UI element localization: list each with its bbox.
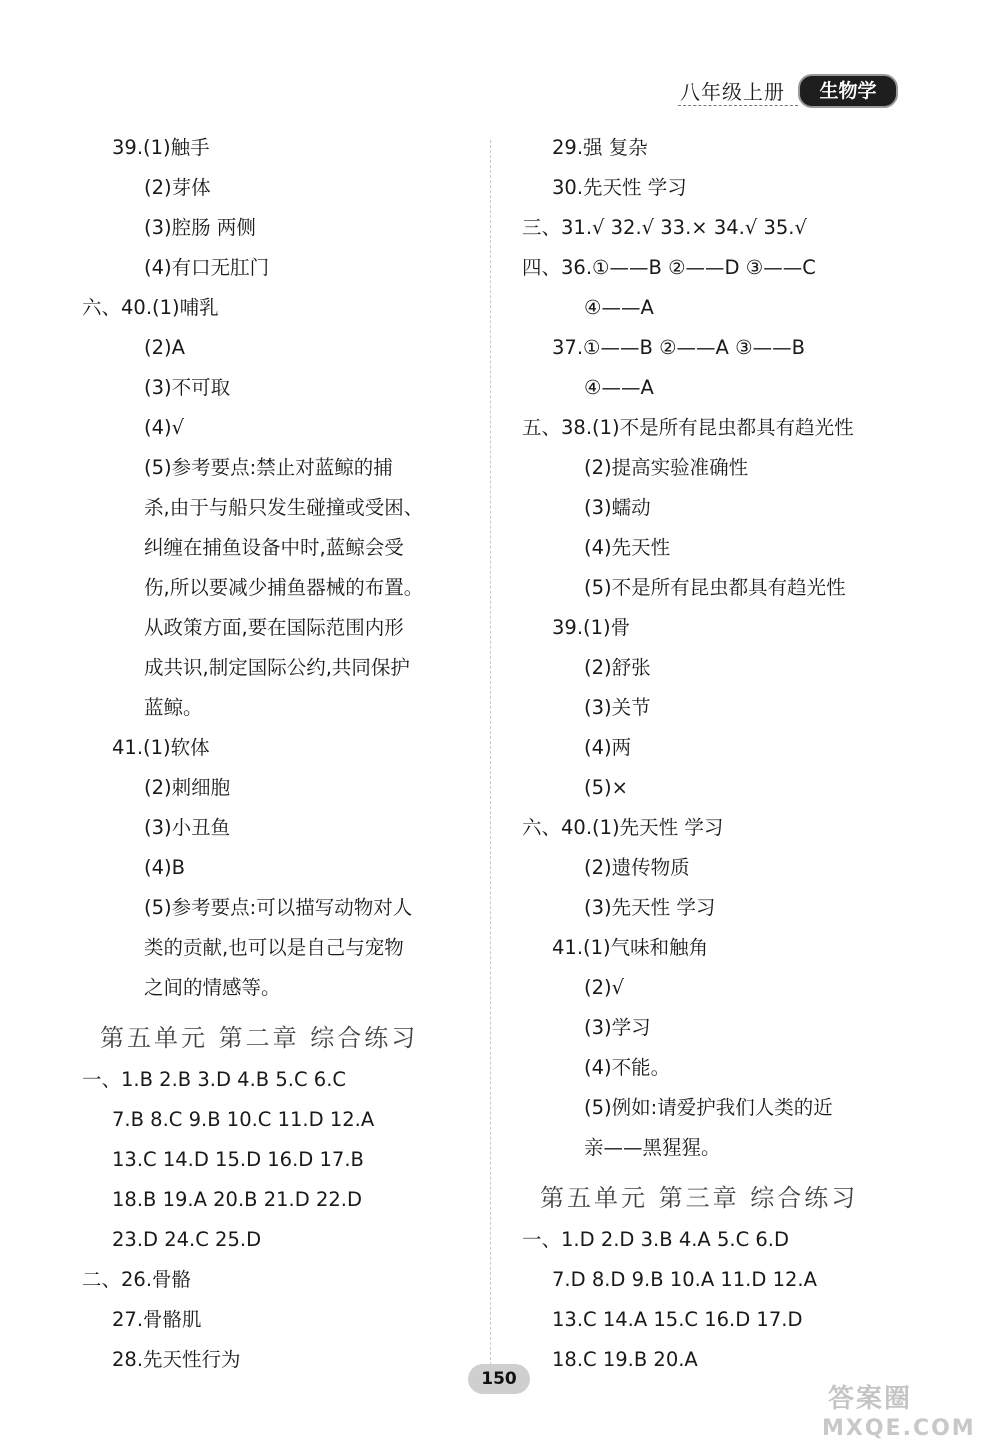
- subject-badge: 生物学: [798, 74, 898, 108]
- answer-line: (2)刺细胞: [144, 776, 231, 799]
- answer-line: 37.①——B ②——A ③——B: [552, 336, 805, 359]
- answer-line: 41.(1)软体: [112, 736, 210, 759]
- answer-line: (5)参考要点:禁止对蓝鲸的捕: [144, 456, 393, 479]
- answer-line: 之间的情感等。: [144, 976, 281, 999]
- answer-line: 13.C 14.A 15.C 16.D 17.D: [552, 1308, 803, 1331]
- answer-line: 二、26.骨骼: [82, 1268, 192, 1291]
- left-column: [82, 128, 482, 1380]
- answer-line: (4)B: [144, 856, 185, 879]
- answer-line: (3)小丑鱼: [144, 816, 231, 839]
- watermark-url: MXQE.COM: [822, 1416, 976, 1441]
- answer-line: 一、1.B 2.B 3.D 4.B 5.C 6.C: [82, 1068, 347, 1091]
- answer-line: ④——A: [584, 296, 654, 319]
- answer-line: 28.先天性行为: [112, 1348, 241, 1371]
- answer-line: (2)舒张: [584, 656, 651, 679]
- answer-line: 29.强 复杂: [552, 136, 648, 159]
- answer-line: 一、1.D 2.D 3.B 4.A 5.C 6.D: [522, 1228, 790, 1251]
- answer-line: 伤,所以要减少捕鱼器械的布置。: [144, 576, 424, 599]
- answer-line: 六、40.(1)哺乳: [82, 296, 219, 319]
- answer-line: 18.B 19.A 20.B 21.D 22.D: [112, 1188, 362, 1211]
- answer-line: 27.骨骼肌: [112, 1308, 202, 1331]
- answer-line: ④——A: [584, 376, 654, 399]
- answer-line: 30.先天性 学习: [552, 176, 687, 199]
- answer-line: (2)遗传物质: [584, 856, 690, 879]
- section-title: 第五单元 第二章 综合练习: [100, 1024, 419, 1052]
- column-divider: [490, 140, 491, 1390]
- answer-line: (5)例如:请爱护我们人类的近: [584, 1096, 833, 1119]
- answer-line: 五、38.(1)不是所有昆虫都具有趋光性: [522, 416, 854, 439]
- answer-line: 类的贡献,也可以是自己与宠物: [144, 936, 404, 959]
- answer-line: 39.(1)骨: [552, 616, 631, 639]
- answer-line: 从政策方面,要在国际范围内形: [144, 616, 404, 639]
- answer-line: 7.B 8.C 9.B 10.C 11.D 12.A: [112, 1108, 375, 1131]
- answer-line: (4)不能。: [584, 1056, 671, 1079]
- answer-line: (3)腔肠 两侧: [144, 216, 256, 239]
- answer-line: 39.(1)触手: [112, 136, 210, 159]
- answer-line: (2)芽体: [144, 176, 211, 199]
- page-number: 150: [468, 1364, 530, 1394]
- answer-line: 41.(1)气味和触角: [552, 936, 709, 959]
- header-underline: [678, 105, 798, 106]
- answer-line: 蓝鲸。: [144, 696, 203, 719]
- answer-line: 杀,由于与船只发生碰撞或受困、: [144, 496, 424, 519]
- answer-line: 四、36.①——B ②——D ③——C: [522, 256, 816, 279]
- answer-line: (4)两: [584, 736, 632, 759]
- page-header: [670, 72, 900, 112]
- answer-line: (2)A: [144, 336, 185, 359]
- answer-line: (4)先天性: [584, 536, 671, 559]
- answer-line: 三、31.√ 32.√ 33.× 34.√ 35.√: [522, 216, 807, 239]
- answer-line: (3)不可取: [144, 376, 231, 399]
- right-column: [522, 128, 922, 1380]
- answer-line: (4)√: [144, 416, 185, 439]
- answer-line: (3)关节: [584, 696, 651, 719]
- answer-line: (3)先天性 学习: [584, 896, 716, 919]
- answer-line: (5)不是所有昆虫都具有趋光性: [584, 576, 846, 599]
- answer-line: 23.D 24.C 25.D: [112, 1228, 262, 1251]
- section-title: 第五单元 第三章 综合练习: [540, 1184, 859, 1212]
- answer-line: (2)提高实验准确性: [584, 456, 749, 479]
- grade-label: 八年级上册: [680, 80, 785, 104]
- answer-line: 纠缠在捕鱼设备中时,蓝鲸会受: [144, 536, 404, 559]
- answer-line: 13.C 14.D 15.D 16.D 17.B: [112, 1148, 364, 1171]
- answer-line: 成共识,制定国际公约,共同保护: [144, 656, 410, 679]
- answer-line: (3)蠕动: [584, 496, 651, 519]
- answer-line: 六、40.(1)先天性 学习: [522, 816, 724, 839]
- answer-line: (5)×: [584, 776, 628, 799]
- watermark-logo: 答案圈: [828, 1384, 913, 1414]
- answer-line: (2)√: [584, 976, 625, 999]
- answer-line: (5)参考要点:可以描写动物对人: [144, 896, 413, 919]
- answer-line: 18.C 19.B 20.A: [552, 1348, 698, 1371]
- answer-line: 亲——黑猩猩。: [584, 1136, 721, 1159]
- answer-line: 7.D 8.D 9.B 10.A 11.D 12.A: [552, 1268, 817, 1291]
- answer-line: (4)有口无肛门: [144, 256, 270, 279]
- answer-line: (3)学习: [584, 1016, 651, 1039]
